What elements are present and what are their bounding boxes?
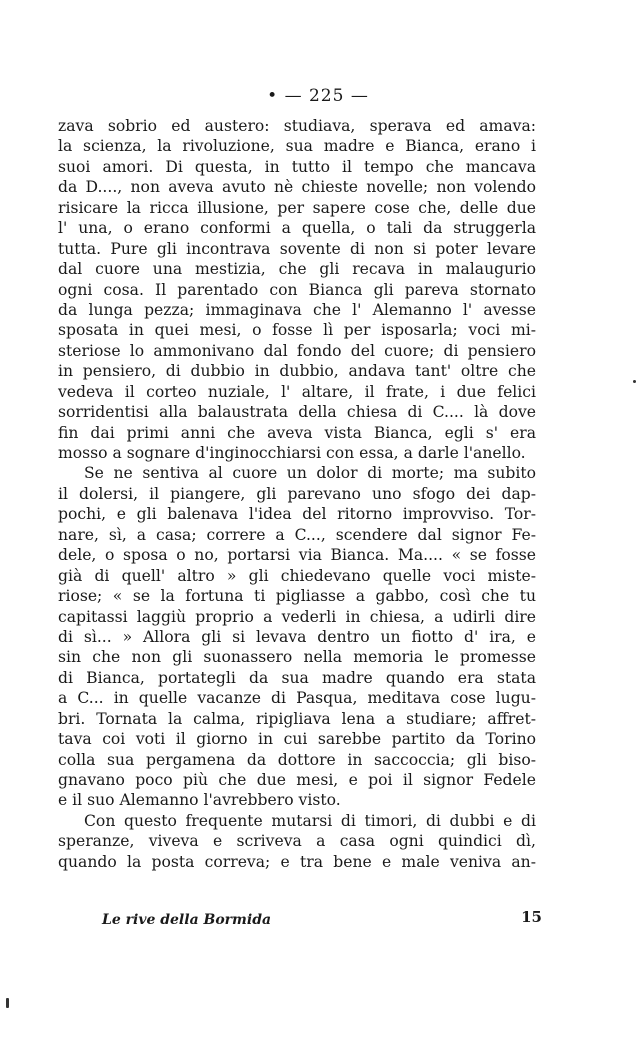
text-line: di Bianca, portategli da sua madre quando era stata [58,668,536,687]
text-line: sposata in quei mesi, o fosse lì per isposarla; voci mi- [58,321,536,340]
text-line: riose; « se la fortuna ti pigliasse a gabbo, così che tu [58,587,536,606]
text-line: vedeva il corteo nuziale, l' altare, il frate, i due felici [58,382,536,401]
text-line: tava coi voti il giorno in cui sarebbe partito da Torino [58,730,536,749]
text-line: sorridentisi alla balaustrata della chiesa di C.... là dove [58,403,536,422]
page-footer [102,908,542,928]
text-line: Se ne sentiva al cuore un dolor di morte; ma subito [84,464,536,483]
ink-speck [6,998,9,1008]
text-line: già di quell' altro » gli chiedevano quelle voci miste- [58,566,536,585]
body-text [58,116,536,872]
book-title: Le rive della Bormida [102,912,272,928]
text-line: mosso a sognare d'inginocchiarsi con essa, a darle l'anello. [58,444,526,462]
text-line: da lunga pezza; immaginava che l' Alemanno l' avesse [58,300,536,319]
text-line: il dolersi, il piangere, gli parevano uno sfogo dei dap- [58,484,536,503]
text-line: colla sua pergamena da dottore in saccoccia; gli biso- [58,750,536,769]
text-line: fin dai primi anni che aveva vista Bianca, egli s' era [58,423,536,442]
text-line: risicare la ricca illusione, per sapere cose che, delle due [58,198,536,217]
text-line: a C... in quelle vacanze di Pasqua, meditava cose lugu- [58,689,536,708]
text-line: quando la posta correva; e tra bene e male veniva an- [58,852,536,871]
text-line: di sì... » Allora gli si levava dentro un fiotto d' ira, e [58,627,536,646]
signature-mark: 15 [521,908,542,926]
text-line: Con questo frequente mutarsi di timori, di dubbi e di [84,811,536,830]
page-number: • — 225 — [267,86,369,106]
text-line: nare, sì, a casa; correre a C..., scendere dal signor Fe- [58,525,536,544]
text-line: capitassi laggiù proprio a vederli in chiesa, a udirli dire [58,607,536,626]
text-line: dal cuore una mestizia, che gli recava in malaugurio [58,260,536,279]
text-line: bri. Tornata la calma, ripigliava lena a studiare; affret- [58,709,536,728]
text-line: ogni cosa. Il parentado con Bianca gli pareva stornato [58,280,536,299]
text-line: pochi, e gli balenava l'idea del ritorno improvviso. Tor- [58,505,536,524]
text-line: steriose lo ammonivano dal fondo del cuore; di pensiero [58,341,536,360]
text-line: sin che non gli suonassero nella memoria le promesse [58,648,536,667]
text-line: da D...., non aveva avuto nè chieste novelle; non volendo [58,178,536,197]
text-line: dele, o sposa o no, portarsi via Bianca. Ma.... « se fosse [58,546,536,565]
text-line: tutta. Pure gli incontrava sovente di non si poter levare [58,239,536,258]
text-line: la scienza, la rivoluzione, sua madre e Bianca, erano i [58,137,536,156]
text-line: l' una, o erano conformi a quella, o tali da struggerla [58,219,536,238]
text-line: gnavano poco più che due mesi, e poi il signor Fedele [58,771,536,789]
text-line: suoi amori. Di questa, in tutto il tempo che mancava [58,157,536,176]
text-line: zava sobrio ed austero: studiava, sperava ed amava: [58,117,536,135]
text-line: speranze, viveva e scriveva a casa ogni quindici dì, [58,832,536,851]
text-line: e il suo Alemanno l'avrebbero visto. [58,791,341,810]
text-line: in pensiero, di dubbio in dubbio, andava tant' oltre che [58,362,536,381]
